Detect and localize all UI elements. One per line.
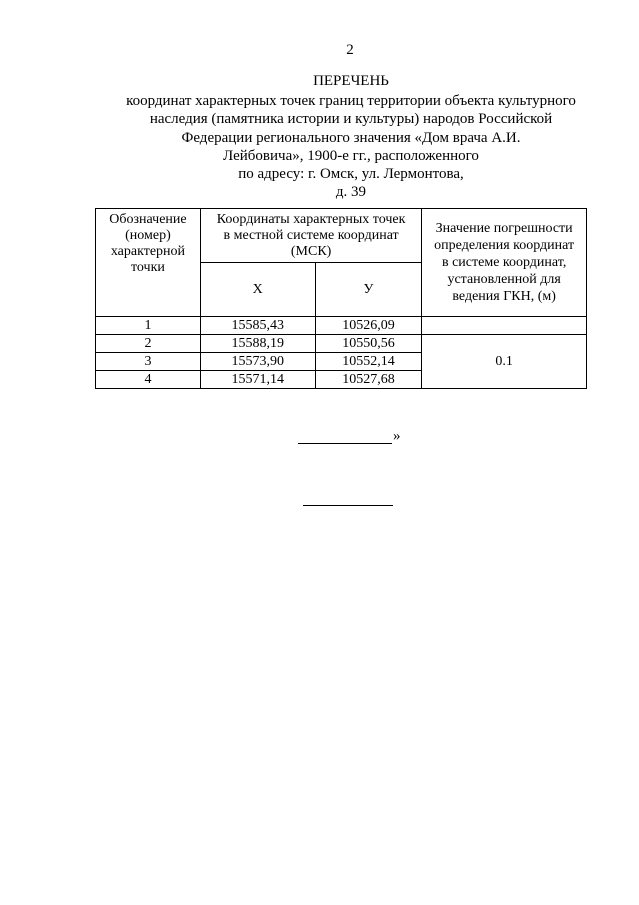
- cell-y: 10550,56: [315, 335, 422, 353]
- cell-point: 4: [96, 371, 201, 389]
- subtitle-line: наследия (памятника истории и культуры) народов Российской: [149, 111, 553, 128]
- header-point-label: Обозначение (номер) характерной точки: [96, 209, 201, 317]
- document-title: ПЕРЕЧЕНЬ: [313, 73, 389, 89]
- cell-point: 3: [96, 353, 201, 371]
- subtitle-line: Федерации регионального значения «Дом врача А.И.: [181, 129, 521, 146]
- header-error-label: Значение погрешности определения координат в системе координат, установленной для ведения ГКН, (м): [422, 209, 587, 317]
- cell-point: 1: [96, 317, 201, 335]
- cell-x: 15588,19: [200, 335, 315, 353]
- coordinates-table: [95, 208, 587, 389]
- cell-y: 10526,09: [315, 317, 422, 335]
- subtitle-line: д. 39: [335, 184, 367, 201]
- signature-line: [298, 443, 392, 444]
- table-row: [96, 335, 587, 353]
- subtitle-line: координат характерных точек границ территории объекта культурного: [126, 93, 576, 109]
- cell-y: 10527,68: [315, 371, 422, 389]
- page-number: 2: [346, 42, 354, 58]
- cell-point: 2: [96, 335, 201, 353]
- closing-quote: »: [393, 428, 401, 444]
- cell-error-value: 0.1: [422, 335, 587, 389]
- header-coordinates-label: Координаты характерных точек в местной системе координат (МСК): [200, 209, 421, 263]
- cell-error-top: [422, 317, 587, 335]
- subtitle-line: по адресу: г. Омск, ул. Лермонтова,: [238, 166, 464, 183]
- header-y: У: [315, 263, 422, 317]
- table-row: [96, 317, 587, 335]
- separator-line: [303, 505, 393, 506]
- cell-x: 15571,14: [200, 371, 315, 389]
- document-subtitle: [100, 92, 602, 202]
- cell-x: 15585,43: [200, 317, 315, 335]
- cell-x: 15573,90: [200, 353, 315, 371]
- cell-y: 10552,14: [315, 353, 422, 371]
- subtitle-line: Лейбовича», 1900-е гг., расположенного: [223, 147, 479, 164]
- header-x: X: [200, 263, 315, 317]
